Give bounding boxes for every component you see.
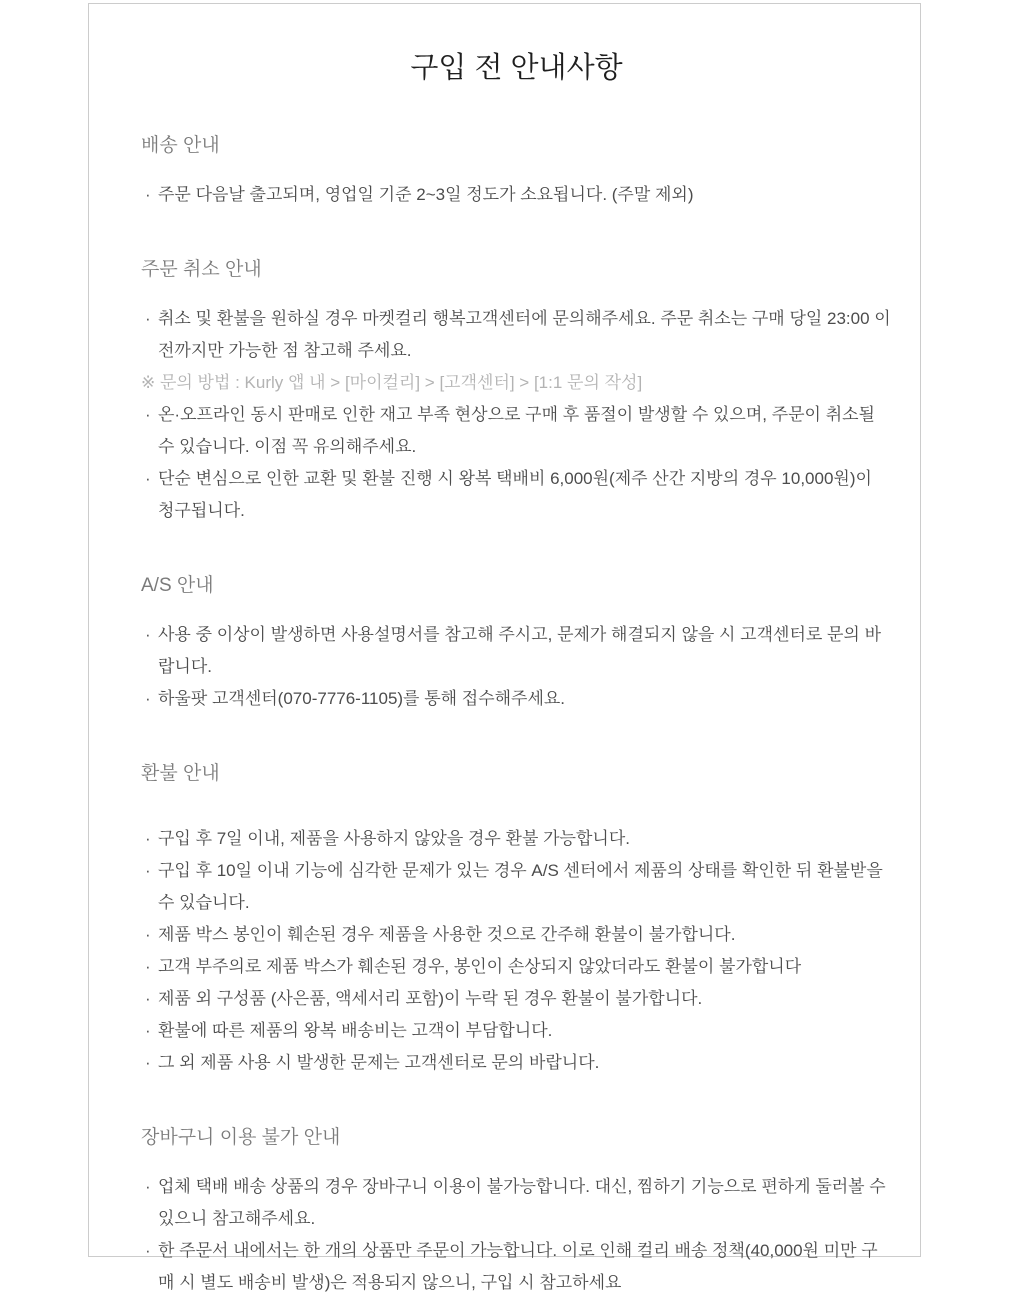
bullet-marker: · xyxy=(145,989,151,1008)
item-text: 제품 박스 봉인이 훼손된 경우 제품을 사용한 것으로 간주해 환불이 불가합니다. xyxy=(158,925,736,944)
section xyxy=(141,1125,892,1299)
item-text: ※ 문의 방법 : Kurly 앱 내 > [마이컬리] > [고객센터] > [1:1 문의 작성] xyxy=(141,373,643,392)
section-items xyxy=(141,303,892,527)
section-heading: 배송 안내 xyxy=(141,135,220,156)
item-text: 업체 택배 배송 상품의 경우 장바구니 이용이 불가능합니다. 대신, 찜하기 기능으로 편하게 둘러볼 수 있으니 참고해주세요. xyxy=(158,1177,886,1228)
bullet-marker: · xyxy=(145,469,151,488)
bullet-marker: · xyxy=(145,829,151,848)
section-items xyxy=(141,619,892,715)
bullet-item xyxy=(141,683,892,715)
item-text: 구입 후 10일 이내 기능에 심각한 문제가 있는 경우 A/S 센터에서 제품의 상태를 확인한 뒤 환불받을 수 있습니다. xyxy=(158,861,883,912)
bullet-item xyxy=(141,1235,892,1299)
bullet-marker: · xyxy=(145,309,151,328)
item-text: 그 외 제품 사용 시 발생한 문제는 고객센터로 문의 바랍니다. xyxy=(158,1053,600,1072)
bullet-item xyxy=(141,1015,892,1047)
bullet-item xyxy=(141,1171,892,1235)
section-heading: A/S 안내 xyxy=(141,575,214,596)
item-text: 취소 및 환불을 원하실 경우 마켓컬리 행복고객센터에 문의해주세요. 주문 취소는 구매 당일 23:00 이전까지만 가능한 점 참고해 주세요. xyxy=(158,309,891,360)
bullet-marker: · xyxy=(145,405,151,424)
bullet-marker: · xyxy=(145,1241,151,1260)
section-heading: 환불 안내 xyxy=(141,763,220,784)
item-text: 고객 부주의로 제품 박스가 훼손된 경우, 봉인이 손상되지 않았더라도 환불이 불가합니다 xyxy=(158,957,802,976)
bullet-item xyxy=(141,983,892,1015)
item-text: 제품 외 구성품 (사은품, 액세서리 포함)이 누락 된 경우 환불이 불가합니다. xyxy=(158,989,703,1008)
section-items xyxy=(141,823,892,1079)
item-text: 사용 중 이상이 발생하면 사용설명서를 참고해 주시고, 문제가 해결되지 않을 시 고객센터로 문의 바랍니다. xyxy=(158,625,882,676)
bullet-item xyxy=(141,823,892,855)
bullet-item xyxy=(141,919,892,951)
bullet-item xyxy=(141,951,892,983)
section xyxy=(141,257,892,527)
bullet-item xyxy=(141,179,892,211)
bullet-marker: · xyxy=(145,185,151,204)
bullet-marker: · xyxy=(145,1177,151,1196)
item-text: 하울팟 고객센터(070-7776-1105)를 통해 접수해주세요. xyxy=(158,689,566,708)
notice-frame xyxy=(88,3,921,1292)
item-text: 단순 변심으로 인한 교환 및 환불 진행 시 왕복 택배비 6,000원(제주 산간 지방의 경우 10,000원)이 청구됩니다. xyxy=(158,469,872,520)
section xyxy=(141,133,892,211)
item-text: 온·오프라인 동시 판매로 인한 재고 부족 현상으로 구매 후 품절이 발생할 수 있으며, 주문이 취소될 수 있습니다. 이점 꼭 유의해주세요. xyxy=(158,405,875,456)
bullet-marker: · xyxy=(145,689,151,708)
section-heading: 장바구니 이용 불가 안내 xyxy=(141,1127,341,1148)
bullet-marker: · xyxy=(145,957,151,976)
item-text: 한 주문서 내에서는 한 개의 상품만 주문이 가능합니다. 이로 인해 컬리 배송 정책(40,000원 미만 구매 시 별도 배송비 발생)은 적용되지 않으니, 구입 시 참고하세요 xyxy=(158,1241,878,1292)
bullet-item xyxy=(141,463,892,527)
item-text: 주문 다음날 출고되며, 영업일 기준 2~3일 정도가 소요됩니다. (주말 제외) xyxy=(158,185,694,204)
section xyxy=(141,761,892,1079)
bullet-marker: · xyxy=(145,625,151,644)
item-text: 구입 후 7일 이내, 제품을 사용하지 않았을 경우 환불 가능합니다. xyxy=(158,829,630,848)
section-items xyxy=(141,1171,892,1299)
bullet-item xyxy=(141,619,892,683)
section xyxy=(141,573,892,715)
note-line xyxy=(141,367,892,399)
notice-content xyxy=(89,49,920,1299)
bullet-item xyxy=(141,399,892,463)
sections xyxy=(141,133,892,1299)
bullet-marker: · xyxy=(145,925,151,944)
item-text: 환불에 따른 제품의 왕복 배송비는 고객이 부담합니다. xyxy=(158,1021,553,1040)
bullet-marker: · xyxy=(145,1053,151,1072)
page-title: 구입 전 안내사항 xyxy=(410,52,623,84)
section-heading: 주문 취소 안내 xyxy=(141,259,262,280)
bullet-item xyxy=(141,303,892,367)
section-items xyxy=(141,179,892,211)
bullet-item xyxy=(141,1047,892,1079)
bullet-item xyxy=(141,855,892,919)
bullet-marker: · xyxy=(145,1021,151,1040)
bullet-marker: · xyxy=(145,861,151,880)
